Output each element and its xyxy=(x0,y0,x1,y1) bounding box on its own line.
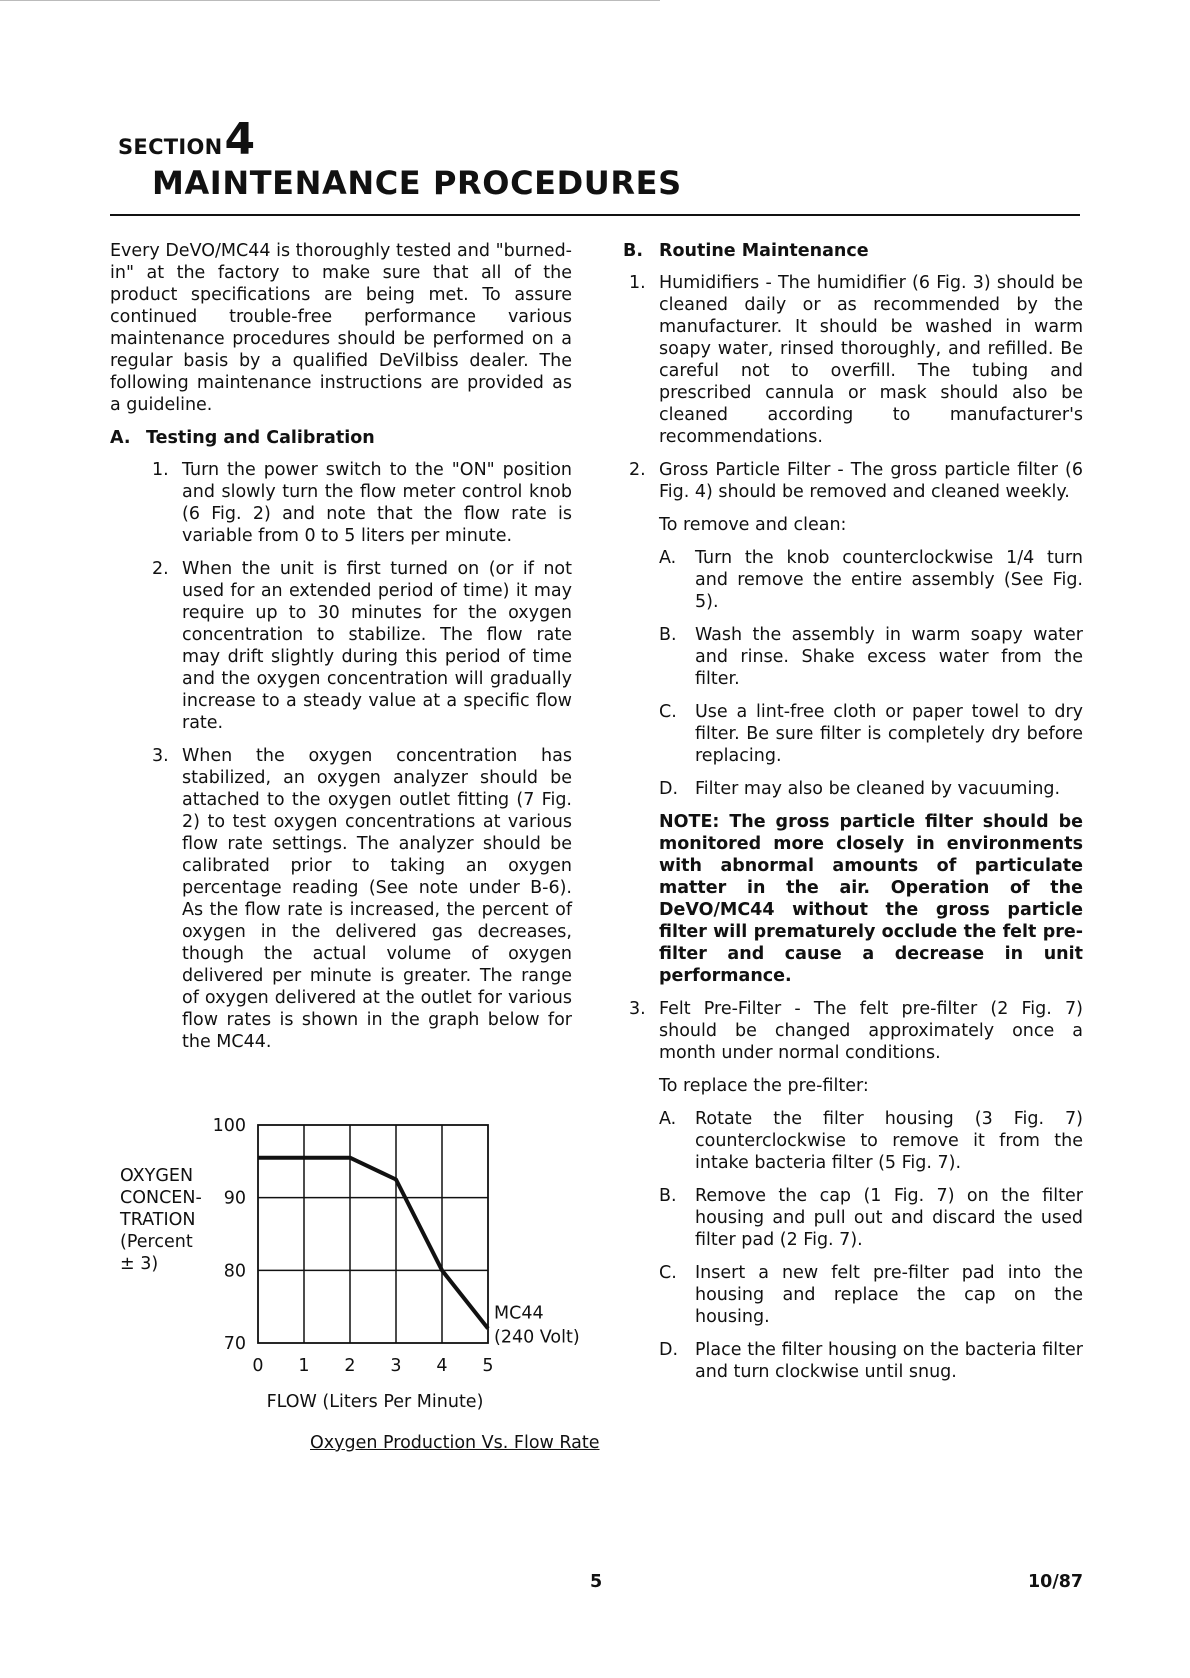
sub-step xyxy=(659,778,1083,800)
list-item xyxy=(623,459,1083,503)
section-a-letter: A. xyxy=(110,428,131,448)
list-item xyxy=(146,558,572,734)
x-tick-label: 0 xyxy=(252,1356,264,1376)
x-tick-label: 2 xyxy=(344,1356,356,1376)
series-label: MC44 xyxy=(494,1303,544,1324)
list-item-text: Humidifiers - The humidifier (6 Fig. 3) should be cleaned daily or as recommended by the manufacturer. It should be washed in warm soapy water, rinsed thoroughly, and refilled. Be careful not to overfill. The tubing and prescribed cannula or mask should also be cleaned according to manufacturer's recommendations. xyxy=(659,273,1083,447)
sub-step-text: Place the filter housing on the bacteria filter and turn clockwise until snug. xyxy=(695,1340,1083,1382)
list-item xyxy=(146,459,572,547)
sub-step xyxy=(659,701,1083,767)
list-item-text: When the unit is first turned on (or if not used for an extended period of time) it may require up to 30 minutes for the oxygen concentration to stabilize. The flow rate may drift slightly during this period of time and the oxygen concentration will gradually increase to a steady value at a specific flow rate. xyxy=(182,559,572,733)
y-tick-label: 70 xyxy=(223,1334,246,1354)
sub-step-text: Use a lint-free cloth or paper towel to dry filter. Be sure filter is completely dry before replacing. xyxy=(695,702,1083,766)
top-scan-rule xyxy=(0,0,660,1)
sub-step-letter: C. xyxy=(659,702,677,722)
sub-step-letter: D. xyxy=(659,779,679,799)
x-tick-label: 3 xyxy=(390,1356,402,1376)
list-item-text: When the oxygen concentration has stabilized, an oxygen analyzer should be attached to the oxygen outlet fitting (7 Fig. 2) to test oxygen concentrations at various flow rate settings. The analyzer should be calibrated prior to taking an oxygen percentage reading (See note under B-6). As the flow rate is increased, the percent of oxygen in the delivered gas decreases, though the actual volume of oxygen delivered per minute is greater. The range of oxygen delivered at the outlet for various flow rates is shown in the graph below for the MC44. xyxy=(182,746,572,1052)
sub-step xyxy=(659,547,1083,613)
subsection-intro: To remove and clean: xyxy=(659,515,847,535)
list-item-text: Gross Particle Filter - The gross particle filter (6 Fig. 4) should be removed and cleaned weekly. xyxy=(659,460,1083,502)
chart-caption: Oxygen Production Vs. Flow Rate xyxy=(310,1433,600,1453)
list-item-number: 2. xyxy=(629,460,646,480)
intro-paragraph: Every DeVO/MC44 is thoroughly tested and "burned-in" at the factory to make sure that all of the product specifications are being met. To assure continued trouble-free performance various maintenance procedures should be performed on a regular basis by a qualified DeVilbiss dealer. The following maintenance instructions are provided as a guideline. xyxy=(110,241,572,415)
sub-step xyxy=(659,1185,1083,1251)
x-axis-label: FLOW (Liters Per Minute) xyxy=(266,1392,484,1412)
x-tick-label: 4 xyxy=(436,1356,448,1376)
section-a-heading xyxy=(110,427,572,449)
series-label: (240 Volt) xyxy=(494,1327,580,1348)
list-item xyxy=(146,745,572,1053)
note-paragraph: NOTE: The gross particle filter should be monitored more closely in environments with abnormal amounts of particulate matter in the air. Operation of the DeVO/MC44 without the gross particle filter will prematurely occlude the felt pre-filter and cause a decrease in unit performance. xyxy=(659,812,1083,986)
sub-step xyxy=(659,1262,1083,1328)
list-item-text: Turn the power switch to the "ON" position and slowly turn the flow meter control knob (6 Fig. 2) and note that the flow rate is variable from 0 to 5 liters per minute. xyxy=(182,460,572,546)
sub-step-letter: D. xyxy=(659,1340,679,1360)
page-number: 5 xyxy=(590,1572,603,1592)
list-item xyxy=(623,998,1083,1064)
section-a-title: Testing and Calibration xyxy=(146,428,375,448)
chart-y-axis-label xyxy=(120,1165,202,1275)
sub-step-text: Insert a new felt pre-filter pad into the housing and replace the cap on the housing. xyxy=(695,1263,1083,1327)
sub-step xyxy=(659,624,1083,690)
section-word: SECTION xyxy=(118,135,223,159)
series-line-mc44 xyxy=(258,1158,488,1329)
y-label-line: TRATION xyxy=(120,1210,196,1230)
sub-step-text: Filter may also be cleaned by vacuuming. xyxy=(695,779,1061,799)
sub-step-letter: A. xyxy=(659,548,677,568)
sub-step-text: Turn the knob counterclockwise 1/4 turn and remove the entire assembly (See Fig. 5). xyxy=(695,548,1083,612)
y-tick-label: 80 xyxy=(223,1261,246,1282)
sub-step-letter: B. xyxy=(659,1186,677,1206)
sub-step-text: Remove the cap (1 Fig. 7) on the filter housing and pull out and discard the used filter pad (2 Fig. 7). xyxy=(695,1186,1083,1250)
section-number: 4 xyxy=(224,114,256,165)
section-b-heading xyxy=(623,240,1083,262)
y-tick-label: 90 xyxy=(223,1188,246,1209)
sub-step-letter: C. xyxy=(659,1263,677,1283)
subsection-intro: To replace the pre-filter: xyxy=(659,1076,869,1096)
page-date: 10/87 xyxy=(1028,1572,1084,1592)
title-divider xyxy=(110,214,1080,216)
y-label-line: (Percent xyxy=(120,1232,193,1252)
sub-step-text: Rotate the filter housing (3 Fig. 7) counterclockwise to remove it from the intake bacteria filter (5 Fig. 7). xyxy=(695,1109,1083,1173)
left-column xyxy=(110,240,572,1064)
list-item-text: Felt Pre-Filter - The felt pre-filter (2 Fig. 7) should be changed approximately once a month under normal conditions. xyxy=(659,999,1083,1063)
y-label-line: OXYGEN xyxy=(120,1166,194,1186)
sub-step xyxy=(659,1339,1083,1383)
list-item-number: 3. xyxy=(629,999,646,1019)
sub-step-letter: A. xyxy=(659,1109,677,1129)
oxygen-flow-chart xyxy=(110,1105,630,1475)
x-tick-label: 1 xyxy=(298,1356,310,1376)
sub-step-text: Wash the assembly in warm soapy water and rinse. Shake excess water from the filter. xyxy=(695,625,1083,689)
x-tick-label: 5 xyxy=(482,1356,494,1376)
list-item-number: 3. xyxy=(152,746,169,766)
right-column xyxy=(623,240,1083,1394)
y-tick-label: 100 xyxy=(212,1116,246,1136)
sub-step xyxy=(659,1108,1083,1174)
y-label-line: ± 3) xyxy=(120,1254,159,1274)
section-b-letter: B. xyxy=(623,241,643,261)
section-a-list xyxy=(146,459,572,1053)
sub-step-letter: B. xyxy=(659,625,677,645)
section-label xyxy=(118,114,256,165)
list-item-number: 1. xyxy=(629,273,646,293)
section-b-title: Routine Maintenance xyxy=(659,241,869,261)
page-title: MAINTENANCE PROCEDURES xyxy=(152,164,682,202)
list-item-number: 2. xyxy=(152,559,169,579)
list-item xyxy=(623,272,1083,448)
y-label-line: CONCEN- xyxy=(120,1188,202,1208)
list-item-number: 1. xyxy=(152,460,169,480)
